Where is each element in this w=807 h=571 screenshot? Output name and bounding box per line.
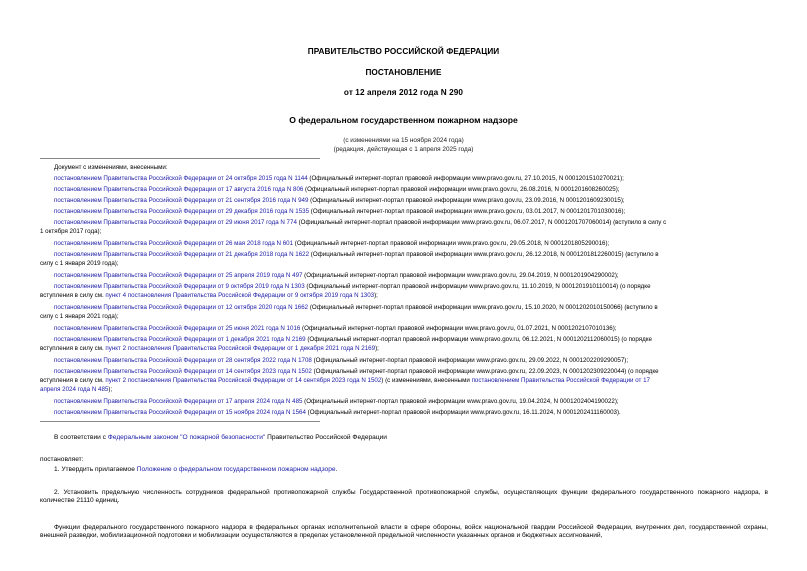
amendment-source: (Официальный интернет-портал правовой информации www.pravo.gov.ru, 03.01.2017, N 0001201701030016); — [309, 208, 626, 215]
enactment-link[interactable]: пункт 2 постановления Правительства Российской Федерации от 14 сентября 2023 года N 1502 — [105, 377, 382, 384]
list-item-continuation: силу с 1 января 2021 года); — [40, 313, 119, 320]
bottom-divider — [40, 421, 320, 422]
amendment-link[interactable]: постановлением Правительства Российской Федерации от 1 декабря 2021 года N 2169 — [54, 336, 306, 343]
list-item — [54, 197, 625, 205]
amendment-link[interactable]: постановлением Правительства Российской Федерации от 25 апреля 2019 года N 497 — [54, 272, 303, 279]
amendment-source: (Официальный интернет-портал правовой информации www.pravo.gov.ru, 19.04.2024, N 0001202404190022); — [302, 398, 619, 405]
amendment-link[interactable]: постановлением Правительства Российской Федерации от 29 июня 2017 года N 774 — [54, 219, 297, 226]
list-item-continuation — [40, 292, 378, 300]
amendments-intro: Документ с изменениями, внесенными: — [54, 164, 168, 171]
amendment-link[interactable]: постановлением Правительства Российской Федерации от 28 сентября 2022 года N 1708 — [54, 357, 312, 364]
continuation-text: ) (с изменениями, внесенными — [381, 377, 472, 384]
continuation-text: вступления в силу см. — [40, 377, 106, 384]
edition-note: (редакция, действующая с 1 апреля 2025 года) — [333, 146, 474, 153]
amendment-source: (Официальный интернет-портал правовой информации www.pravo.gov.ru, 06.12.2021, N 0001202112060015) (о порядке — [305, 336, 652, 343]
amendment-source: (Официальный интернет-портал правовой информации www.pravo.gov.ru, 29.05.2018, N 0001201805290016); — [293, 240, 610, 247]
list-item — [54, 409, 621, 417]
amendment-link[interactable]: постановлением Правительства Российской Федерации от 14 сентября 2023 года N 1502 — [54, 368, 312, 375]
amendment-link[interactable]: постановлением Правительства Российской Федерации от 26 мая 2018 года N 601 — [54, 240, 294, 247]
top-divider — [40, 158, 320, 159]
amendment-source: (Официальный интернет-портал правовой информации www.pravo.gov.ru, 26.08.2016, N 0001201608260025); — [303, 186, 620, 193]
amendment-source: (Официальный интернет-портал правовой информации www.pravo.gov.ru, 15.10.2020, N 0001202010150066) (вступило в — [308, 304, 658, 311]
doc-type-heading: ПОСТАНОВЛЕНИЕ — [365, 68, 442, 77]
decides-text: постановляет: — [40, 456, 84, 463]
list-item-continuation — [40, 345, 379, 353]
amendment-source: (Официальный интернет-портал правовой информации www.pravo.gov.ru, 23.09.2016, N 0001201609230015); — [308, 197, 625, 204]
date-number: от 12 апреля 2012 года N 290 — [343, 88, 464, 97]
government-heading: ПРАВИТЕЛЬСТВО РОССИЙСКОЙ ФЕДЕРАЦИИ — [307, 47, 500, 56]
list-item — [54, 283, 651, 291]
paragraph-1 — [54, 466, 337, 474]
amendment-link[interactable]: постановлением Правительства Российской Федерации от 12 октября 2020 года N 1662 — [54, 304, 309, 311]
amendment-link[interactable]: постановлением Правительства Российской Федерации от 24 октября 2015 года N 1144 — [54, 175, 308, 182]
list-item — [54, 272, 619, 280]
amending-link[interactable]: апреля 2024 года N 485 — [40, 386, 109, 393]
amendment-link[interactable]: постановлением Правительства Российской Федерации от 9 октября 2019 года N 1303 — [54, 283, 305, 290]
enactment-link[interactable]: пункт 4 постановления Правительства Российской Федерации от 9 октября 2019 года N 1303 — [105, 292, 375, 299]
amending-link[interactable]: постановлением Правительства Российской Федерации от 17 — [471, 377, 650, 384]
list-item-continuation: 1 октября 2017 года); — [40, 228, 102, 235]
continuation-text: ); — [375, 345, 379, 352]
amendment-link[interactable]: постановлением Правительства Российской Федерации от 17 августа 2016 года N 806 — [54, 186, 304, 193]
list-item — [54, 251, 659, 259]
continuation-text: ); — [374, 292, 378, 299]
amendment-source: (Официальный интернет-портал правовой информации www.pravo.gov.ru, 29.04.2019, N 0001201904290002); — [302, 272, 619, 279]
amendment-source: (Официальный интернет-портал правовой информации www.pravo.gov.ru, 26.12.2018, N 0001201812260015) (вступило в — [309, 251, 659, 258]
amendment-source: (Официальный интернет-портал правовой информации www.pravo.gov.ru, 16.11.2024, N 0001202411160003). — [305, 409, 621, 416]
amendment-link[interactable]: постановлением Правительства Российской Федерации от 25 июня 2021 года N 1016 — [54, 325, 301, 332]
amendment-link[interactable]: постановлением Правительства Российской Федерации от 29 декабря 2016 года N 1535 — [54, 208, 310, 215]
list-item — [54, 325, 617, 333]
paragraph-text: . — [335, 466, 338, 473]
list-item — [54, 368, 659, 376]
continuation-text: вступления в силу см. — [40, 345, 106, 352]
preamble-text: В соответствии с — [54, 434, 108, 441]
amendment-link[interactable]: постановлением Правительства Российской Федерации от 21 сентября 2016 года N 949 — [54, 197, 309, 204]
list-item — [54, 398, 619, 406]
list-item-continuation — [40, 386, 112, 394]
changes-note: (с изменениями на 15 ноября 2024 года) — [343, 137, 464, 144]
federal-law-link[interactable]: Федеральным законом "О пожарной безопасности" — [107, 434, 266, 441]
amendment-source: (Официальный интернет-портал правовой информации www.pravo.gov.ru, 29.09.2022, N 0001202209290057); — [311, 357, 629, 364]
enactment-link[interactable]: пункт 2 постановления Правительства Российской Федерации от 1 декабря 2021 года N 2169 — [105, 345, 376, 352]
amendment-source: (Официальный интернет-портал правовой информации www.pravo.gov.ru, 01.07.2021, N 0001202107010136); — [300, 325, 617, 332]
list-item — [54, 208, 625, 216]
amendment-link[interactable]: постановлением Правительства Российской Федерации от 21 декабря 2018 года N 1622 — [54, 251, 310, 258]
list-item-continuation — [40, 377, 650, 385]
amendment-link[interactable]: постановлением Правительства Российской Федерации от 15 ноября 2024 года N 1564 — [54, 409, 306, 416]
list-item — [54, 186, 620, 194]
preamble-text: Правительство Российской Федерации — [265, 434, 387, 441]
continuation-text: ); — [108, 386, 113, 393]
paragraph-3: Функции федерального государственного пожарного надзора в федеральных органах исполнительной власти в сфере обороны, войск национальной гвардии Российской Федерации, внутренних дел, государственной охраны, внешней разведки, мобилизационной подготовки и мобилизации осуществляются в пределах установленной предельной численности указанных органов и бюджетных ассигнований, — [40, 524, 768, 540]
list-item — [54, 240, 609, 248]
list-item-continuation: силу с 1 января 2019 года); — [40, 260, 119, 267]
paragraph-text: 1. Утвердить прилагаемое — [54, 466, 137, 473]
amendment-source: (Официальный интернет-портал правовой информации www.pravo.gov.ru, 11.10.2019, N 0001201910110014) (о порядке — [304, 283, 651, 290]
amendment-link[interactable]: постановлением Правительства Российской Федерации от 17 апреля 2024 года N 485 — [54, 398, 303, 405]
amendment-source: (Официальный интернет-портал правовой информации www.pravo.gov.ru, 06.07.2017, N 0001201707060014) (вступило в силу с — [296, 219, 667, 226]
amendment-source: (Официальный интернет-портал правовой информации www.pravo.gov.ru, 22.09.2023, N 0001202309220044) (о порядке — [311, 368, 659, 375]
document-title: О федеральном государственном пожарном надзоре — [289, 115, 518, 125]
preamble — [54, 434, 387, 442]
list-item — [54, 357, 628, 365]
regulation-link[interactable]: Положение о федеральном государственном пожарном надзоре — [136, 466, 336, 473]
list-item — [54, 336, 652, 344]
amendment-source: (Официальный интернет-портал правовой информации www.pravo.gov.ru, 27.10.2015, N 0001201510270021); — [307, 175, 624, 182]
paragraph-2: 2. Установить предельную численность сотрудников федеральной противопожарной службы Государственной противопожарной службы, осуществляющих функции федерального государственного пожарного надзора, в количестве 21110 единиц. — [40, 489, 768, 505]
list-item — [54, 219, 666, 227]
list-item — [54, 175, 624, 183]
list-item — [54, 304, 658, 312]
continuation-text: вступления в силу см. — [40, 292, 106, 299]
